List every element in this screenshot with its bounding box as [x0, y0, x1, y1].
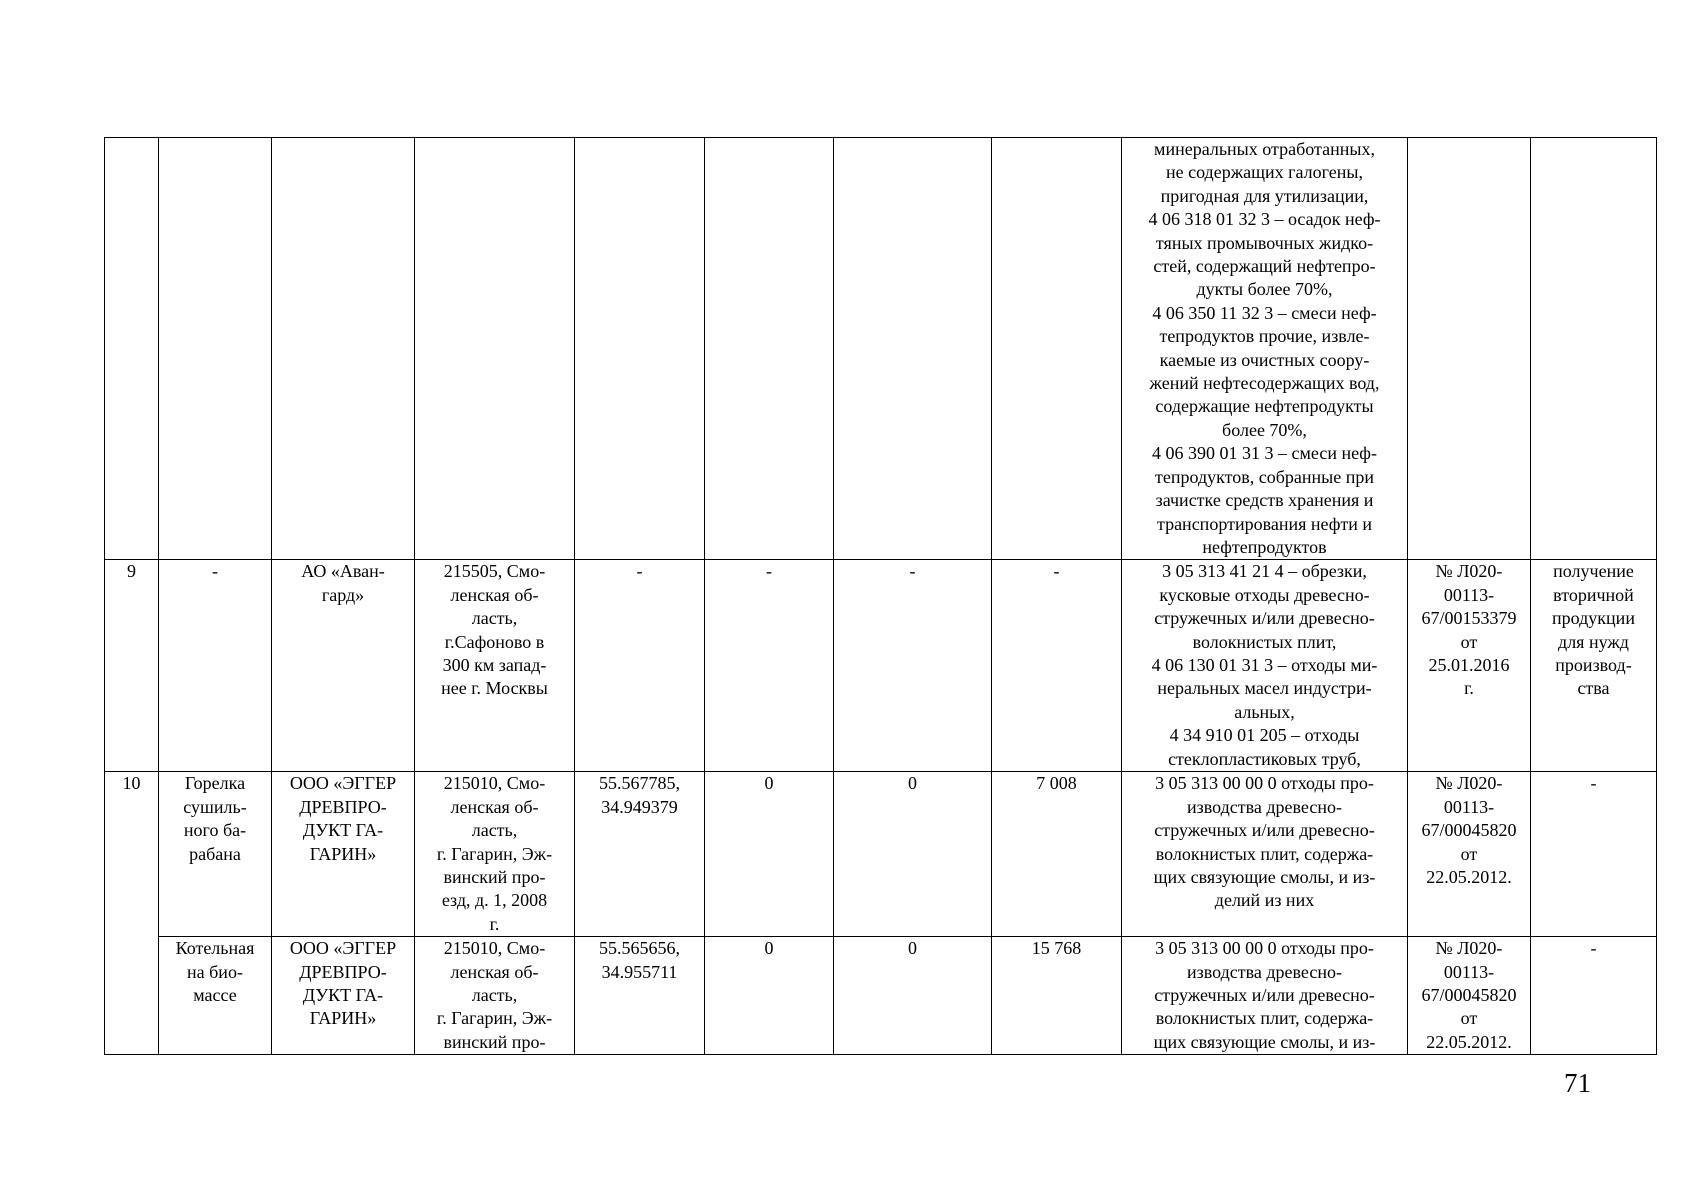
- cell-coordinates: 55.565656, 34.955711: [575, 937, 705, 1055]
- cell-waste-codes: 3 05 313 00 00 0 отходы про- изводства древесно- стружечных и/или древесно- волокнистых плит, содержа- щих связующие смолы, и из-: [1122, 937, 1408, 1055]
- waste-registry-table: [104, 137, 1657, 1055]
- cell-value-a: 0: [705, 772, 834, 937]
- cell-value-b: -: [834, 560, 992, 772]
- cell-purpose: получение вторичной продукции для нужд производ- ства: [1531, 560, 1657, 772]
- table-row: [105, 772, 1657, 937]
- cell-license: [1408, 138, 1531, 560]
- table-row: [105, 138, 1657, 560]
- cell-value-b: 0: [834, 937, 992, 1055]
- cell-address: 215505, Смо- ленская об- ласть, г.Сафоново в 300 км запад- нее г. Москвы: [415, 560, 575, 772]
- cell-value-a: -: [705, 560, 834, 772]
- cell-address: [415, 138, 575, 560]
- cell-waste-codes: 3 05 313 00 00 0 отходы про- изводства древесно- стружечных и/или древесно- волокнистых плит, содержа- щих связующие смолы, и из- делий из них: [1122, 772, 1408, 937]
- cell-value-a: 0: [705, 937, 834, 1055]
- table-row: [105, 937, 1657, 1055]
- cell-license: № Л020- 00113- 67/00045820 от 22.05.2012.: [1408, 937, 1531, 1055]
- cell-value-b: 0: [834, 772, 992, 937]
- cell-value-a: [705, 138, 834, 560]
- cell-value-c: 15 768: [992, 937, 1122, 1055]
- cell-license: № Л020- 00113- 67/00153379 от 25.01.2016 г.: [1408, 560, 1531, 772]
- cell-number: 10: [105, 772, 159, 1055]
- cell-address: 215010, Смо- ленская об- ласть, г. Гагарин, Эж- винский про- езд, д. 1, 2008 г.: [415, 772, 575, 937]
- cell-purpose: -: [1531, 937, 1657, 1055]
- page-number: 71: [1564, 1068, 1591, 1098]
- cell-number: [105, 138, 159, 560]
- cell-value-c: [992, 138, 1122, 560]
- cell-waste-codes: 3 05 313 41 21 4 – обрезки, кусковые отходы древесно- стружечных и/или древесно- волокнистых плит, 4 06 130 01 31 3 – отходы ми- неральных масел индустри- альных, 4 34 910 01 205 – отходы стеклопластиковых труб,: [1122, 560, 1408, 772]
- cell-coordinates: -: [575, 560, 705, 772]
- cell-license: № Л020- 00113- 67/00045820 от 22.05.2012.: [1408, 772, 1531, 937]
- cell-value-c: -: [992, 560, 1122, 772]
- cell-coordinates: 55.567785, 34.949379: [575, 772, 705, 937]
- cell-organization: АО «Аван- гард»: [272, 560, 415, 772]
- cell-purpose: [1531, 138, 1657, 560]
- cell-source: Горелка сушиль- ного ба- рабана: [159, 772, 272, 937]
- cell-source: Котельная на био- массе: [159, 937, 272, 1055]
- table-row: [105, 560, 1657, 772]
- cell-source: -: [159, 560, 272, 772]
- cell-value-c: 7 008: [992, 772, 1122, 937]
- cell-organization: [272, 138, 415, 560]
- cell-address: 215010, Смо- ленская об- ласть, г. Гагарин, Эж- винский про-: [415, 937, 575, 1055]
- cell-source: [159, 138, 272, 560]
- cell-coordinates: [575, 138, 705, 560]
- cell-organization: ООО «ЭГГЕР ДРЕВПРО- ДУКТ ГА- ГАРИН»: [272, 772, 415, 937]
- cell-purpose: -: [1531, 772, 1657, 937]
- cell-value-b: [834, 138, 992, 560]
- cell-organization: ООО «ЭГГЕР ДРЕВПРО- ДУКТ ГА- ГАРИН»: [272, 937, 415, 1055]
- cell-number: 9: [105, 560, 159, 772]
- cell-waste-codes: минеральных отработанных, не содержащих галогены, пригодная для утилизации, 4 06 318 01 32 3 – осадок неф- тяных промывочных жидко- стей, содержащий нефтепро- дукты более 70%, 4 06 350 11 32 3 – смеси неф- тепродуктов прочие, извле- каемые из очистных соору- жений нефтесодержащих вод, содержащие нефтепродукты более 70%, 4 06 390 01 31 3 – смеси неф- тепродуктов, собранные при зачистке средств хранения и транспортирования нефти и нефтепродуктов: [1122, 138, 1408, 560]
